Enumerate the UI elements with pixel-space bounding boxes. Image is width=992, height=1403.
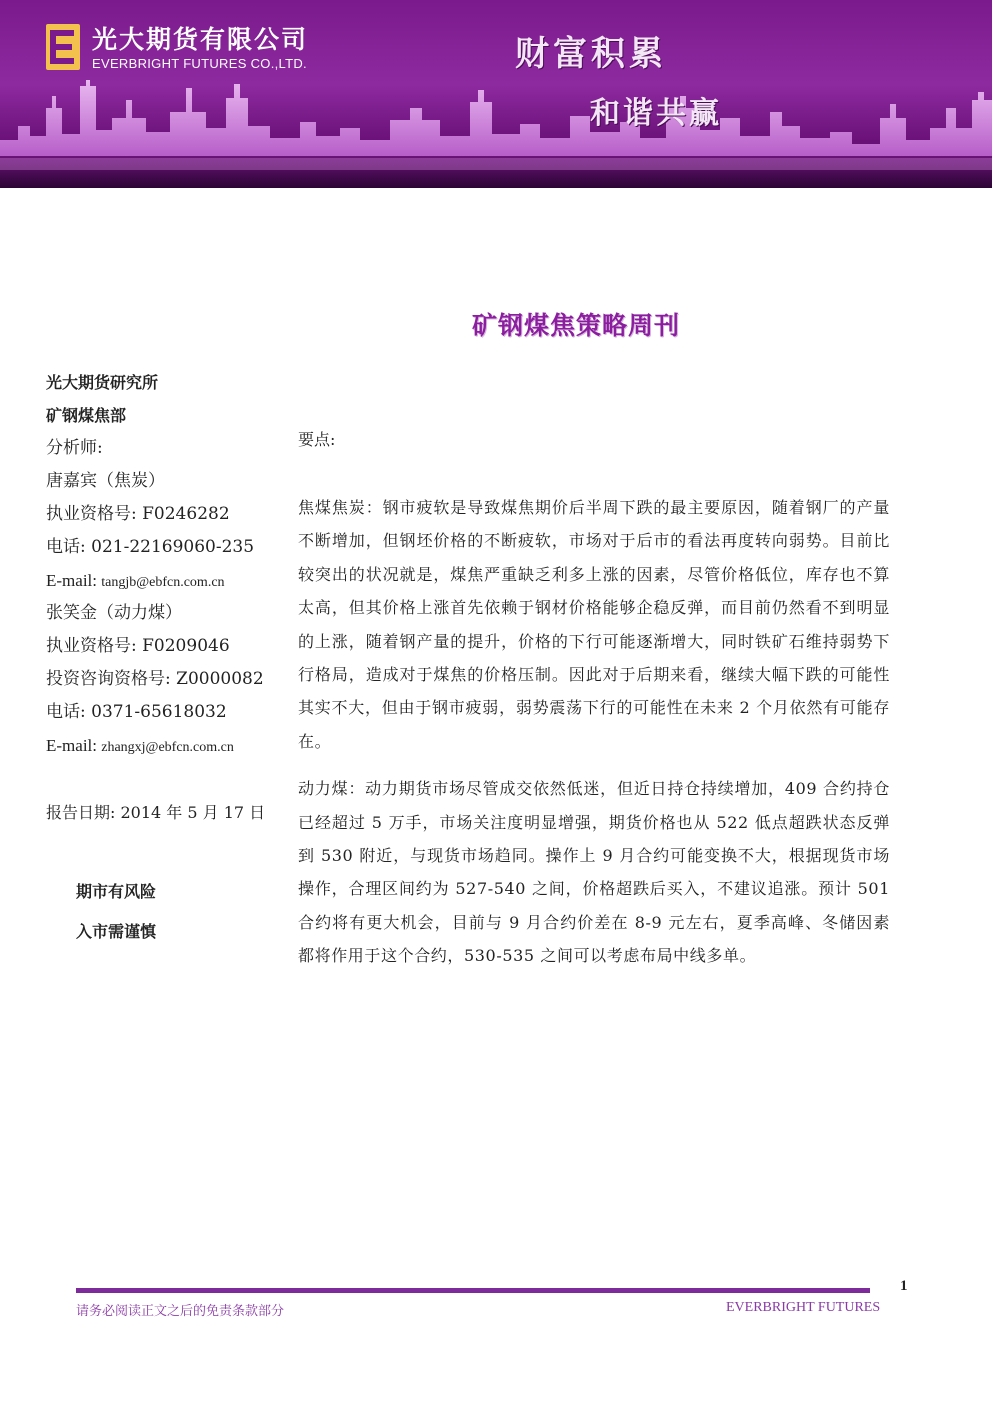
analyst-1-name: 唐嘉宾（焦炭） bbox=[46, 471, 165, 491]
analyst-2-phone: 电话: 0371-65618032 bbox=[46, 702, 227, 722]
email-address[interactable]: tangjb@ebfcn.com.cn bbox=[101, 575, 225, 590]
analyst-1-license: 执业资格号: F0246282 bbox=[46, 504, 230, 524]
analyst-1-email bbox=[46, 564, 292, 597]
coke-paragraph: 焦煤焦炭：钢市疲软是导致煤焦期价后半周下跌的最主要原因，随着钢厂的产量不断增加，但钢坯价格的不断疲软，市场对于后市的看法再度转向弱势。目前比较突出的状况就是，煤焦严重缺乏利多上涨的因素，尽管价格低位，库存也不算太高，但其价格上涨首先依赖于钢材价格能够企稳反弹，而目前仍然看不到明显的上涨，随着钢产量的提升，价格的下行可能逐渐增大，同时铁矿石维持弱势下行格局，造成对于煤焦的价格压制。因此对于后期来看，继续大幅下跌的可能性其实不大，但由于钢市疲弱，弱势震荡下行的可能性在未来 2 个月依然有可能存在。 bbox=[298, 498, 890, 751]
company-logo-icon bbox=[46, 24, 80, 70]
report-title: 矿钢煤焦策略周刊 bbox=[472, 311, 681, 340]
company-name-en: EVERBRIGHT FUTURES CO.,LTD. bbox=[92, 56, 307, 71]
key-points-section bbox=[298, 426, 890, 973]
analyst-label: 分析师: bbox=[46, 438, 103, 458]
analyst-2-consult-license: 投资咨询资格号: Z0000082 bbox=[46, 669, 264, 689]
risk-line-1: 期市有风险 bbox=[76, 882, 157, 901]
page-number: 1 bbox=[900, 1278, 908, 1294]
key-points-label: 要点: bbox=[298, 430, 336, 449]
analyst-2-email bbox=[46, 729, 292, 762]
analyst-1-phone: 电话: 021-22169060-235 bbox=[46, 537, 255, 557]
slogan-line-1: 财富积累 bbox=[515, 34, 667, 74]
risk-line-2: 入市需谨慎 bbox=[76, 922, 157, 941]
risk-warning bbox=[76, 872, 156, 952]
email-label: E-mail: bbox=[46, 571, 102, 590]
analyst-2-license: 执业资格号: F0209046 bbox=[46, 636, 230, 656]
company-name-cn: 光大期货有限公司 bbox=[92, 25, 309, 54]
header-banner bbox=[0, 0, 992, 188]
footer-brand: EVERBRIGHT FUTURES bbox=[726, 1300, 881, 1315]
analyst-2-name: 张笑金（动力煤） bbox=[46, 603, 182, 623]
department-name: 矿钢煤焦部 bbox=[46, 406, 127, 425]
author-sidebar bbox=[46, 366, 292, 762]
slogan-line-2: 和谐共赢 bbox=[590, 96, 722, 131]
report-date: 报告日期: 2014 年 5 月 17 日 bbox=[46, 803, 266, 822]
email-label: E-mail: bbox=[46, 736, 102, 755]
institute-name: 光大期货研究所 bbox=[46, 373, 159, 392]
footer-divider bbox=[76, 1288, 870, 1293]
email-address[interactable]: zhangxj@ebfcn.com.cn bbox=[101, 740, 234, 755]
thermal-coal-paragraph: 动力煤：动力期货市场尽管成交依然低迷，但近日持仓持续增加，409 合约持仓已经超过 5 万手，市场关注度明显增强，期货价格也从 522 低点超跌状态反弹到 530 附近，与现货市场趋同。操作上 9 月合约可能变换不大，根据现货市场操作，合理区间约为 527-540 之间，价格超跌后买入，不建议追涨。预计 501 合约将有更大机会，目前与 9 月合约价差在 8-9 元左右，夏季高峰、冬储因素都将作用于这个合约，530-535 之间可以考虑布局中线多单。 bbox=[298, 779, 890, 966]
footer-disclaimer: 请务必阅读正文之后的免责条款部分 bbox=[76, 1304, 285, 1319]
city-skyline-image bbox=[0, 78, 992, 188]
